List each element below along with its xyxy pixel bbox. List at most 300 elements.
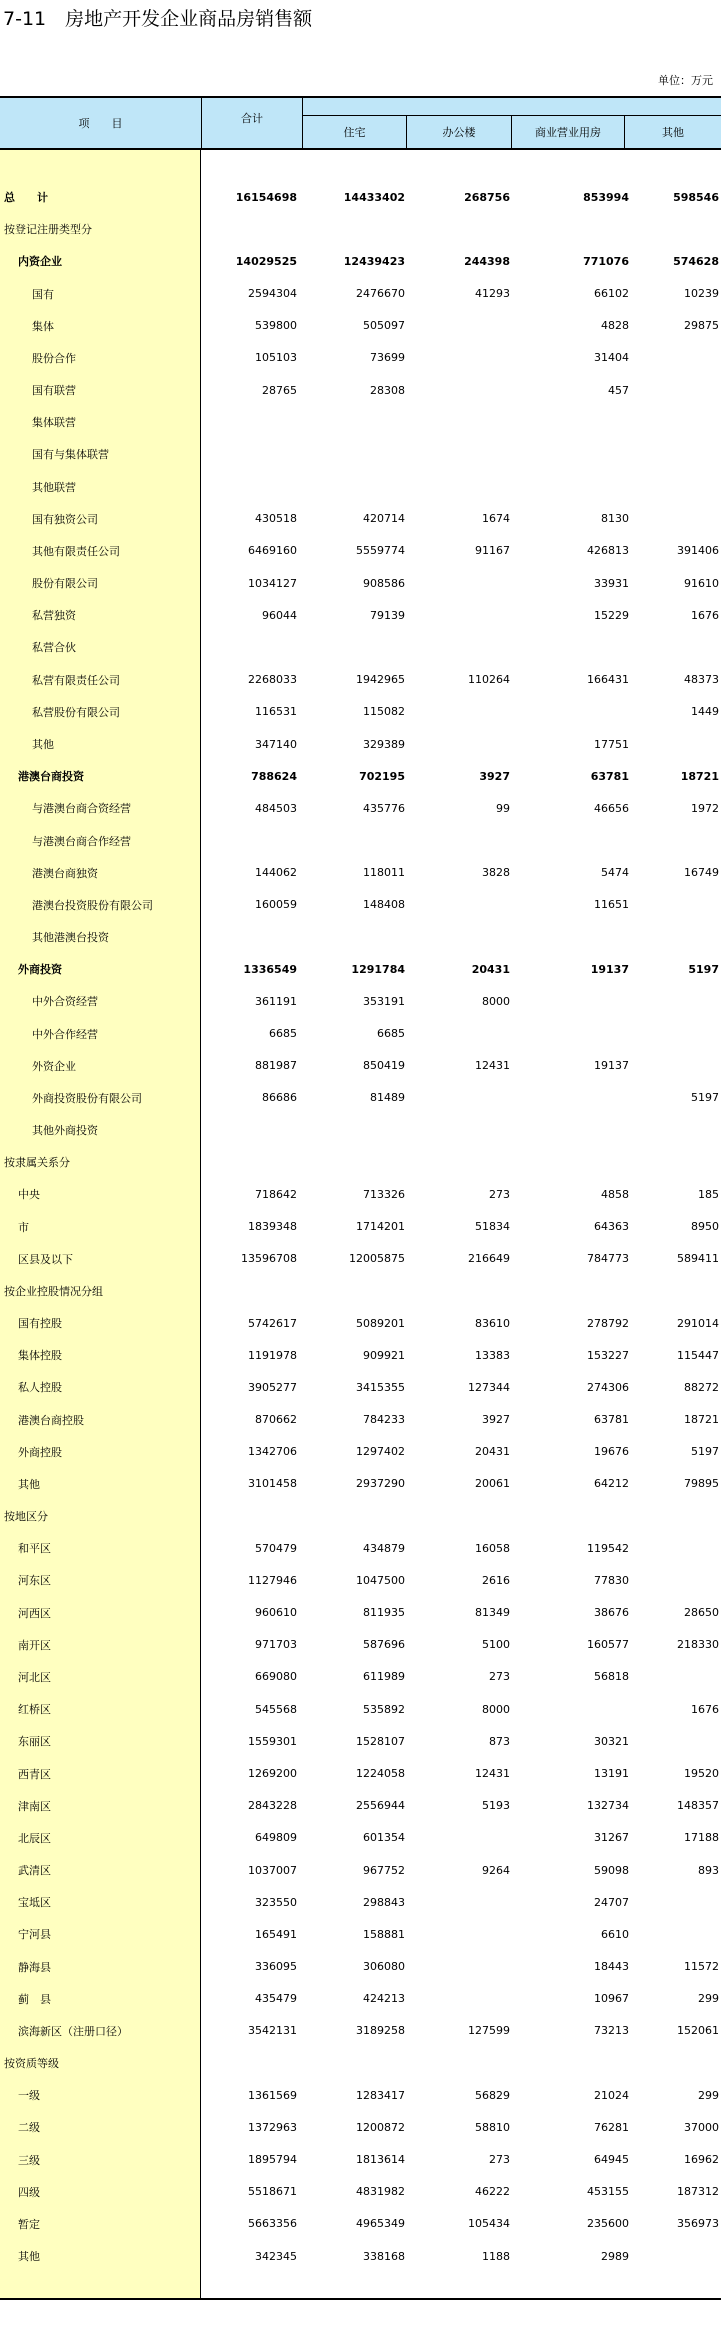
- row-label: 外商投资股份有限公司: [32, 1091, 142, 1105]
- residential-cell: 1813614: [356, 2153, 405, 2167]
- row-label: 国有独资公司: [32, 512, 98, 526]
- other-cell: 18721: [680, 769, 719, 783]
- row-label: 中央: [18, 1188, 40, 1202]
- total-cell: 160059: [255, 898, 297, 912]
- office-cell: 1188: [482, 2249, 510, 2263]
- other-cell: 185: [698, 1187, 719, 1201]
- total-cell: 1559301: [248, 1734, 297, 1748]
- total-cell: 2268033: [248, 673, 297, 687]
- total-cell: 545568: [255, 1702, 297, 1716]
- residential-cell: 1291784: [351, 962, 405, 976]
- table-row: [0, 245, 721, 277]
- office-cell: 5100: [482, 1638, 510, 1652]
- table-row: [0, 985, 721, 1017]
- table-row: [0, 374, 721, 406]
- total-cell: 165491: [255, 1927, 297, 1941]
- commercial-cell: 8130: [601, 512, 629, 526]
- table-row: [0, 889, 721, 921]
- office-cell: 273: [489, 2153, 510, 2167]
- total-cell: 3905277: [248, 1380, 297, 1394]
- header-residential: 住宅: [303, 115, 406, 148]
- commercial-cell: 166431: [587, 673, 629, 687]
- total-cell: 539800: [255, 319, 297, 333]
- table-row: [0, 471, 721, 503]
- other-cell: 589411: [677, 1252, 719, 1266]
- office-cell: 16058: [475, 1541, 510, 1555]
- other-cell: 28650: [684, 1606, 719, 1620]
- row-label: 暂定: [18, 2217, 40, 2231]
- total-cell: 1336549: [243, 962, 297, 976]
- row-label: 总 计: [4, 191, 48, 205]
- office-cell: 20431: [475, 1445, 510, 1459]
- row-label: 宁河县: [18, 1928, 51, 1942]
- total-cell: 2843228: [248, 1799, 297, 1813]
- office-cell: 46222: [475, 2185, 510, 2199]
- header-divider: [302, 98, 303, 148]
- residential-cell: 811935: [363, 1606, 405, 1620]
- header-other: 其他: [625, 115, 721, 148]
- total-cell: 86686: [262, 1091, 297, 1105]
- row-label: 按地区分: [4, 1510, 48, 1524]
- table-row: [0, 503, 721, 535]
- commercial-cell: 426813: [587, 544, 629, 558]
- commercial-cell: 19137: [594, 1059, 629, 1073]
- row-label: 股份合作: [32, 351, 76, 365]
- row-label: 与港澳台商合作经营: [32, 834, 131, 848]
- commercial-cell: 18443: [594, 1960, 629, 1974]
- row-label: 私营股份有限公司: [32, 705, 120, 719]
- residential-cell: 338168: [363, 2249, 405, 2263]
- table-row: [0, 728, 721, 760]
- commercial-cell: 853994: [583, 190, 629, 204]
- table-row: [0, 213, 721, 245]
- table-bottom-rule: [0, 2298, 721, 2300]
- row-label: 三级: [18, 2153, 40, 2167]
- table-row: [0, 857, 721, 889]
- office-cell: 12431: [475, 1767, 510, 1780]
- office-cell: 273: [489, 1187, 510, 1201]
- table-row: [0, 1822, 721, 1854]
- table-row: [0, 2079, 721, 2111]
- table-row: [0, 2143, 721, 2175]
- other-cell: 1972: [691, 801, 719, 815]
- residential-cell: 505097: [363, 319, 405, 333]
- table-body: [0, 181, 721, 2272]
- office-cell: 20431: [471, 962, 510, 976]
- residential-cell: 14433402: [343, 190, 405, 204]
- residential-cell: 3189258: [356, 2024, 405, 2038]
- total-cell: 1839348: [248, 1220, 297, 1234]
- other-cell: 115447: [677, 1348, 719, 1362]
- header-office: 办公楼: [407, 115, 511, 148]
- table-row: [0, 1532, 721, 1564]
- row-label: 内资企业: [18, 255, 62, 269]
- table-row: [0, 1114, 721, 1146]
- residential-cell: 424213: [363, 1992, 405, 2006]
- total-cell: 3542131: [248, 2024, 297, 2038]
- commercial-cell: 17751: [594, 737, 629, 751]
- row-label: 河北区: [18, 1670, 51, 1684]
- table-row: [0, 1243, 721, 1275]
- other-cell: 79895: [684, 1477, 719, 1491]
- other-cell: 5197: [691, 1445, 719, 1459]
- table-row: [0, 567, 721, 599]
- total-cell: 435479: [255, 1992, 297, 2006]
- row-label: 其他有限责任公司: [32, 544, 120, 558]
- row-label: 津南区: [18, 1799, 51, 1813]
- total-cell: 649809: [255, 1831, 297, 1845]
- row-label: 其他外商投资: [32, 1124, 98, 1138]
- row-label: 按隶属关系分: [4, 1156, 70, 1170]
- total-cell: 2594304: [248, 287, 297, 301]
- commercial-cell: 19137: [590, 962, 629, 976]
- header-divider: [201, 98, 202, 148]
- office-cell: 13383: [475, 1348, 510, 1362]
- residential-cell: 967752: [363, 1863, 405, 1877]
- commercial-cell: 4858: [601, 1187, 629, 1201]
- office-cell: 1674: [482, 512, 510, 526]
- row-label: 国有与集体联营: [32, 448, 109, 462]
- office-cell: 8000: [482, 994, 510, 1008]
- table-row: [0, 599, 721, 631]
- residential-cell: 1200872: [356, 2120, 405, 2134]
- row-label: 南开区: [18, 1638, 51, 1652]
- residential-cell: 158881: [363, 1927, 405, 1941]
- header-divider: [406, 115, 407, 148]
- table-row: [0, 278, 721, 310]
- header-divider: [511, 115, 512, 148]
- commercial-cell: 5474: [601, 866, 629, 880]
- total-cell: 144062: [255, 866, 297, 880]
- total-cell: 718642: [255, 1187, 297, 1201]
- office-cell: 127599: [468, 2024, 510, 2038]
- office-cell: 244398: [464, 254, 510, 268]
- row-label: 和平区: [18, 1542, 51, 1556]
- table-row: [0, 1757, 721, 1789]
- table-row: [0, 535, 721, 567]
- row-label: 港澳台投资股份有限公司: [32, 898, 153, 912]
- table-row: [0, 1307, 721, 1339]
- total-cell: 323550: [255, 1895, 297, 1909]
- header-total: 合计: [202, 98, 302, 148]
- office-cell: 51834: [475, 1220, 510, 1234]
- row-label: 区县及以下: [18, 1252, 73, 1266]
- commercial-cell: 2989: [601, 2249, 629, 2263]
- table-row: [0, 631, 721, 663]
- other-cell: 1676: [691, 1702, 719, 1716]
- row-label: 其他联营: [32, 480, 76, 494]
- row-label: 武清区: [18, 1864, 51, 1878]
- row-label: 外商投资: [18, 963, 62, 977]
- commercial-cell: 64945: [594, 2153, 629, 2167]
- row-label: 一级: [18, 2089, 40, 2103]
- row-label: 按登记注册类型分: [4, 223, 92, 237]
- row-label: 国有控股: [18, 1317, 62, 1331]
- other-cell: 598546: [673, 190, 719, 204]
- unit-label: 单位：万元: [658, 74, 713, 87]
- commercial-cell: 64212: [594, 1477, 629, 1491]
- other-cell: 18721: [684, 1413, 719, 1427]
- row-label: 股份有限公司: [32, 577, 98, 591]
- residential-cell: 784233: [363, 1413, 405, 1427]
- commercial-cell: 66102: [594, 287, 629, 301]
- commercial-cell: 76281: [594, 2120, 629, 2134]
- row-label: 私营合伙: [32, 641, 76, 655]
- residential-cell: 118011: [363, 866, 405, 880]
- table-row: [0, 438, 721, 470]
- row-label: 东丽区: [18, 1735, 51, 1749]
- other-cell: 291014: [677, 1316, 719, 1330]
- commercial-cell: 30321: [594, 1734, 629, 1748]
- total-cell: 1361569: [248, 2088, 297, 2102]
- commercial-cell: 784773: [587, 1252, 629, 1266]
- total-cell: 1034127: [248, 576, 297, 590]
- row-label: 其他: [18, 1477, 40, 1491]
- table-row: [0, 1082, 721, 1114]
- total-cell: 1269200: [248, 1767, 297, 1780]
- total-cell: 5663356: [248, 2217, 297, 2231]
- commercial-cell: 31404: [594, 351, 629, 365]
- office-cell: 8000: [482, 1702, 510, 1716]
- total-cell: 484503: [255, 801, 297, 815]
- commercial-cell: 153227: [587, 1348, 629, 1362]
- row-label: 港澳台商控股: [18, 1413, 84, 1427]
- office-cell: 83610: [475, 1316, 510, 1330]
- residential-cell: 306080: [363, 1960, 405, 1974]
- row-label: 西青区: [18, 1767, 51, 1781]
- total-cell: 6469160: [248, 544, 297, 558]
- row-label: 私人控股: [18, 1381, 62, 1395]
- residential-cell: 702195: [359, 769, 405, 783]
- residential-cell: 908586: [363, 576, 405, 590]
- row-label: 港澳台商独资: [32, 866, 98, 880]
- other-cell: 893: [698, 1863, 719, 1877]
- total-cell: 971703: [255, 1638, 297, 1652]
- row-label: 其他: [32, 738, 54, 751]
- table-row: [0, 824, 721, 856]
- office-cell: 9264: [482, 1863, 510, 1877]
- total-cell: 13596708: [241, 1252, 297, 1266]
- commercial-cell: 46656: [594, 801, 629, 815]
- other-cell: 148357: [677, 1799, 719, 1813]
- row-label: 其他: [18, 2250, 40, 2264]
- table-row: [0, 2015, 721, 2047]
- commercial-cell: 59098: [594, 1863, 629, 1877]
- other-cell: 218330: [677, 1638, 719, 1652]
- total-cell: 1037007: [248, 1863, 297, 1877]
- commercial-cell: 38676: [594, 1606, 629, 1620]
- total-cell: 430518: [255, 512, 297, 526]
- residential-cell: 4831982: [356, 2185, 405, 2199]
- other-cell: 391406: [677, 544, 719, 558]
- other-cell: 1449: [691, 705, 719, 719]
- residential-cell: 2937290: [356, 1477, 405, 1491]
- table-row: [0, 181, 721, 213]
- row-label: 港澳台商投资: [18, 770, 84, 784]
- office-cell: 216649: [468, 1252, 510, 1266]
- row-label: 静海县: [18, 1960, 51, 1974]
- other-cell: 356973: [677, 2217, 719, 2231]
- row-label: 中外合作经营: [32, 1027, 98, 1041]
- other-cell: 11572: [684, 1960, 719, 1974]
- total-cell: 14029525: [235, 254, 297, 268]
- other-cell: 187312: [677, 2185, 719, 2199]
- row-label: 中外合资经营: [32, 995, 98, 1009]
- residential-cell: 1283417: [356, 2088, 405, 2102]
- residential-cell: 850419: [363, 1059, 405, 1073]
- total-cell: 788624: [251, 769, 297, 783]
- commercial-cell: 160577: [587, 1638, 629, 1652]
- table-row: [0, 2240, 721, 2272]
- residential-cell: 6685: [377, 1027, 405, 1041]
- residential-cell: 73699: [370, 351, 405, 365]
- residential-cell: 713326: [363, 1187, 405, 1201]
- table-row: [0, 1950, 721, 1982]
- commercial-cell: 457: [608, 383, 629, 397]
- table-row: [0, 1211, 721, 1243]
- residential-cell: 4965349: [356, 2217, 405, 2231]
- commercial-cell: 274306: [587, 1380, 629, 1394]
- office-cell: 3927: [479, 769, 510, 783]
- commercial-cell: 11651: [594, 898, 629, 912]
- residential-cell: 601354: [363, 1831, 405, 1845]
- commercial-cell: 19676: [594, 1445, 629, 1459]
- other-cell: 17188: [684, 1831, 719, 1845]
- table-row: [0, 953, 721, 985]
- residential-cell: 12005875: [349, 1252, 405, 1266]
- table-row: [0, 1725, 721, 1757]
- row-label: 按企业控股情况分组: [4, 1284, 103, 1298]
- commercial-cell: 21024: [594, 2088, 629, 2102]
- table-row: [0, 2047, 721, 2079]
- table-row: [0, 1983, 721, 2015]
- total-cell: 336095: [255, 1960, 297, 1974]
- residential-cell: 5089201: [356, 1316, 405, 1330]
- total-cell: 1895794: [248, 2153, 297, 2167]
- commercial-cell: 132734: [587, 1799, 629, 1813]
- table-header: [0, 96, 721, 150]
- commercial-cell: 77830: [594, 1573, 629, 1587]
- office-cell: 127344: [468, 1380, 510, 1394]
- total-cell: 1342706: [248, 1445, 297, 1459]
- other-cell: 91610: [684, 576, 719, 590]
- other-cell: 574628: [673, 254, 719, 268]
- total-cell: 361191: [255, 994, 297, 1008]
- other-cell: 19520: [684, 1767, 719, 1780]
- residential-cell: 12439423: [343, 254, 405, 268]
- row-label: 蓟 县: [18, 1992, 51, 2006]
- residential-cell: 5559774: [356, 544, 405, 558]
- commercial-cell: 771076: [583, 254, 629, 268]
- row-label: 国有联营: [32, 384, 76, 398]
- total-cell: 342345: [255, 2249, 297, 2263]
- residential-cell: 2556944: [356, 1799, 405, 1813]
- row-label: 私营独资: [32, 609, 76, 623]
- residential-cell: 434879: [363, 1541, 405, 1555]
- residential-cell: 115082: [363, 705, 405, 719]
- table-row: [0, 1854, 721, 1886]
- other-cell: 5197: [688, 962, 719, 976]
- office-cell: 273: [489, 1670, 510, 1684]
- table-row: [0, 2208, 721, 2240]
- commercial-cell: 6610: [601, 1927, 629, 1941]
- table-row: [0, 921, 721, 953]
- office-cell: 3927: [482, 1413, 510, 1427]
- table-row: [0, 1178, 721, 1210]
- other-cell: 37000: [684, 2120, 719, 2134]
- row-label: 集体: [32, 319, 54, 333]
- office-cell: 3828: [482, 866, 510, 880]
- row-label: 外商控股: [18, 1445, 62, 1459]
- total-cell: 1191978: [248, 1348, 297, 1362]
- row-label: 私营有限责任公司: [32, 673, 120, 687]
- commercial-cell: 235600: [587, 2217, 629, 2231]
- commercial-cell: 15229: [594, 608, 629, 622]
- other-cell: 29875: [684, 319, 719, 333]
- row-label: 国有: [32, 287, 54, 301]
- table-row: [0, 1790, 721, 1822]
- office-cell: 58810: [475, 2120, 510, 2134]
- commercial-cell: 24707: [594, 1895, 629, 1909]
- other-cell: 10239: [684, 287, 719, 301]
- residential-cell: 353191: [363, 994, 405, 1008]
- table-row: [0, 1918, 721, 1950]
- table-row: [0, 1693, 721, 1725]
- row-label: 四级: [18, 2185, 40, 2199]
- total-cell: 881987: [255, 1059, 297, 1073]
- row-label: 外资企业: [32, 1059, 76, 1073]
- total-cell: 6685: [269, 1027, 297, 1041]
- other-cell: 88272: [684, 1380, 719, 1394]
- header-breakdown-group: [303, 98, 721, 115]
- residential-cell: 28308: [370, 383, 405, 397]
- other-cell: 16749: [684, 866, 719, 880]
- total-cell: 5742617: [248, 1316, 297, 1330]
- commercial-cell: 278792: [587, 1316, 629, 1330]
- total-cell: 1372963: [248, 2120, 297, 2134]
- table-row: [0, 1886, 721, 1918]
- office-cell: 268756: [464, 190, 510, 204]
- office-cell: 110264: [468, 673, 510, 687]
- table-row: [0, 1564, 721, 1596]
- commercial-cell: 33931: [594, 576, 629, 590]
- residential-cell: 79139: [370, 608, 405, 622]
- other-cell: 5197: [691, 1091, 719, 1105]
- office-cell: 873: [489, 1734, 510, 1748]
- header-item: 项 目: [0, 98, 201, 148]
- residential-cell: 1528107: [356, 1734, 405, 1748]
- other-cell: 299: [698, 2088, 719, 2102]
- table-row: [0, 1436, 721, 1468]
- residential-cell: 1297402: [356, 1445, 405, 1459]
- other-cell: 48373: [684, 673, 719, 687]
- row-label: 河东区: [18, 1574, 51, 1588]
- table-row: [0, 1597, 721, 1629]
- table-row: [0, 696, 721, 728]
- row-label: 集体控股: [18, 1349, 62, 1363]
- residential-cell: 3415355: [356, 1380, 405, 1394]
- residential-cell: 611989: [363, 1670, 405, 1684]
- commercial-cell: 10967: [594, 1992, 629, 2006]
- table-row: [0, 1339, 721, 1371]
- table-row: [0, 1629, 721, 1661]
- row-label: 其他港澳台投资: [32, 931, 109, 945]
- other-cell: 8950: [691, 1220, 719, 1234]
- table-row: [0, 310, 721, 342]
- residential-cell: 435776: [363, 801, 405, 815]
- table-row: [0, 760, 721, 792]
- table-row: [0, 1371, 721, 1403]
